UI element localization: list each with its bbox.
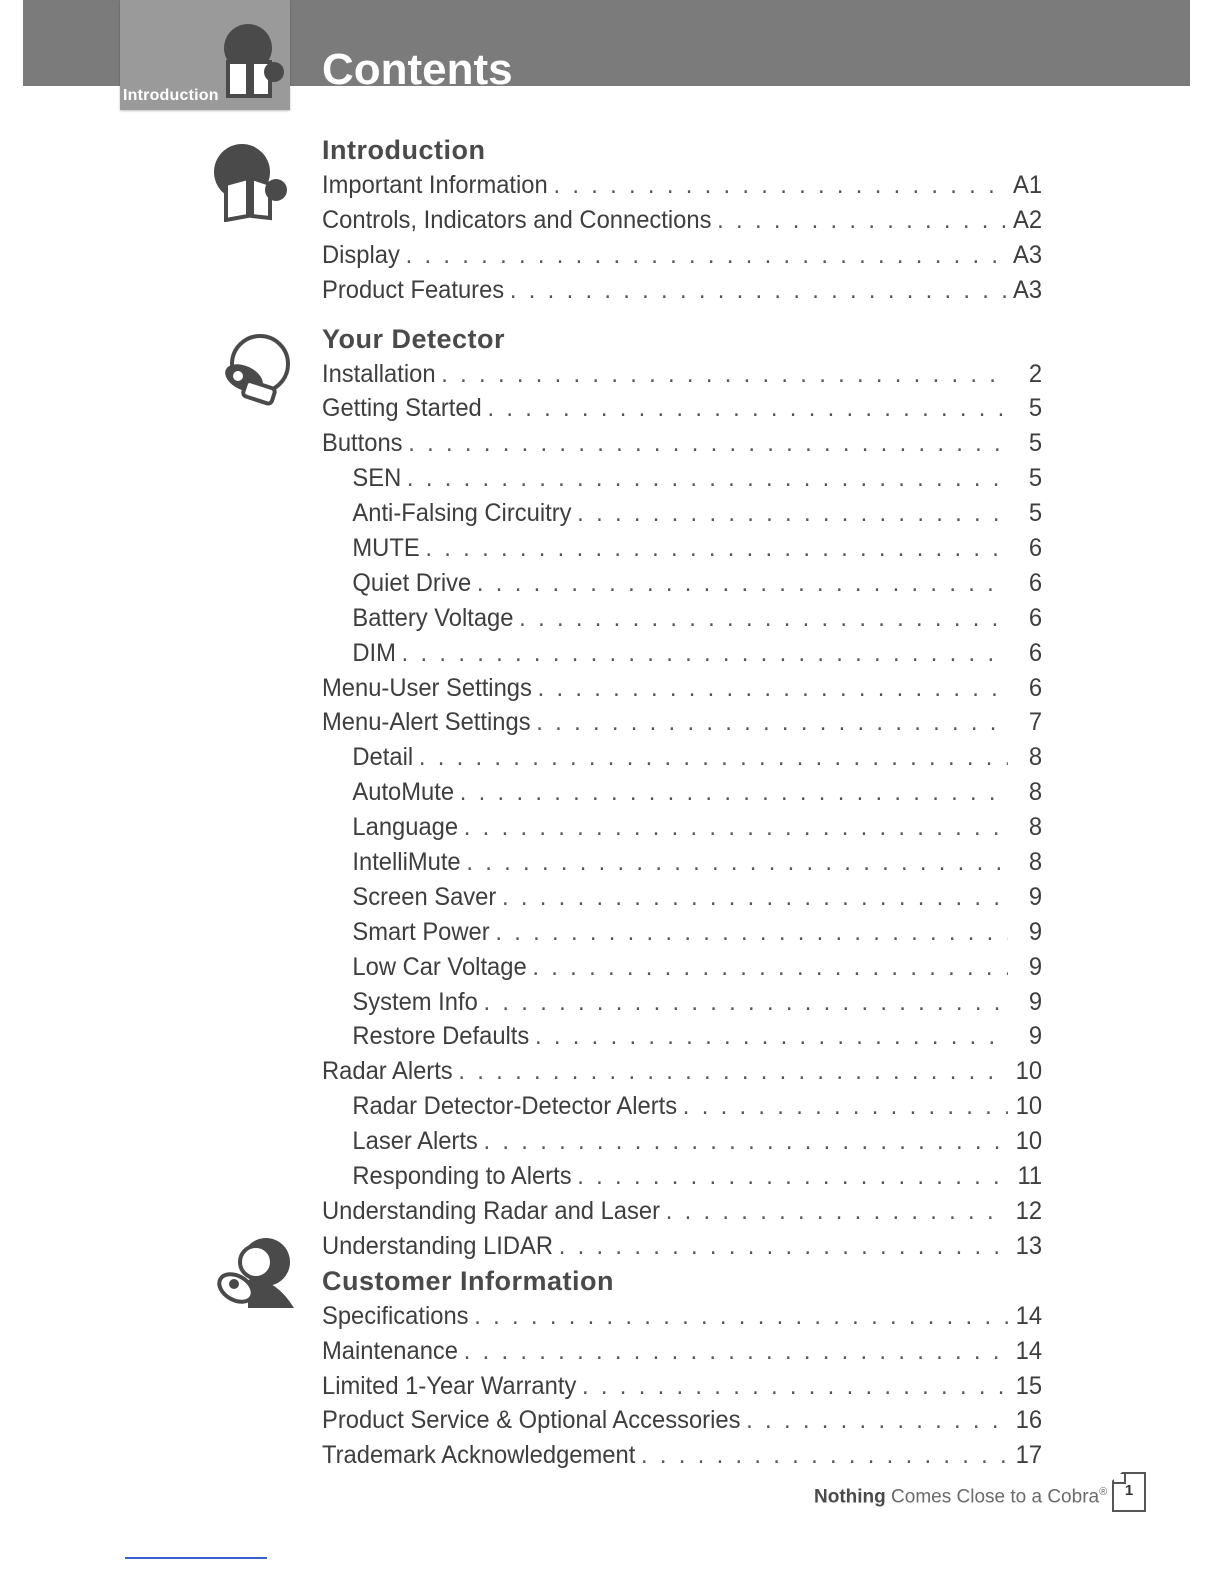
toc-entry[interactable] — [322, 775, 1042, 810]
toc-entry-page: 8 — [1028, 848, 1043, 877]
toc-entry-page: 6 — [1028, 568, 1043, 597]
dot-leader — [425, 531, 1008, 566]
toc-entry-page: 5 — [1028, 499, 1043, 528]
toc-entry-label: SEN — [352, 464, 402, 493]
toc-entry[interactable] — [322, 810, 1042, 845]
toc-entry-label: Important Information — [322, 171, 548, 199]
toc-entry-page: 9 — [1028, 1022, 1043, 1051]
dot-leader — [577, 1159, 1008, 1194]
toc-entry[interactable] — [322, 1334, 1042, 1369]
toc-entry[interactable] — [322, 1089, 1042, 1124]
toc-entry-label: Product Service & Optional Accessories — [322, 1406, 741, 1435]
toc-entry-label: Anti-Falsing Circuitry — [352, 499, 572, 528]
dot-leader — [641, 1438, 1008, 1473]
toc-entry-label: Trademark Acknowledgement — [322, 1441, 636, 1470]
dot-leader — [484, 985, 1008, 1020]
toc-entry-label: Menu-User Settings — [322, 673, 532, 702]
toc-entry-label: Specifications — [322, 1301, 469, 1330]
toc-entry-label: Installation — [322, 359, 436, 388]
dot-leader — [484, 1124, 1008, 1159]
dot-leader — [519, 601, 1008, 636]
toc-entry-page: A2 — [1013, 205, 1043, 234]
toc-entry-page: 9 — [1028, 952, 1043, 981]
toc-entry-page: 6 — [1028, 673, 1043, 702]
toc-entry-label: Maintenance — [322, 1336, 458, 1365]
toc-entry-label: Limited 1-Year Warranty — [322, 1371, 577, 1400]
dot-leader — [477, 566, 1008, 601]
dot-leader — [441, 357, 1008, 392]
tagline-bold: Nothing — [814, 1486, 886, 1508]
customer-icon — [212, 1236, 296, 1312]
toc-entry-label: System Info — [352, 987, 478, 1016]
footer-tagline — [814, 1486, 1107, 1508]
dot-leader — [538, 671, 1008, 706]
toc-entry[interactable] — [322, 950, 1042, 985]
toc-entry-page: 6 — [1028, 638, 1043, 667]
toc-entry[interactable] — [322, 985, 1042, 1020]
section-title: Customer Information — [322, 1265, 615, 1296]
toc-entry-page: 9 — [1028, 882, 1043, 911]
toc-entry-label: DIM — [352, 638, 396, 667]
toc-entry-page: 6 — [1028, 534, 1043, 563]
trademark-symbol: ® — [1099, 1486, 1108, 1498]
toc-entry-label: Getting Started — [322, 394, 482, 423]
dot-leader — [402, 636, 1008, 671]
toc-entry-page: 10 — [1015, 1127, 1043, 1156]
dot-leader — [746, 1403, 1008, 1438]
toc-entry[interactable] — [322, 1054, 1042, 1089]
dot-leader — [683, 1089, 1008, 1124]
toc-entry-label: Screen Saver — [352, 882, 497, 911]
dot-leader — [406, 238, 1008, 273]
book-icon — [222, 22, 286, 102]
toc-entry-page: 5 — [1028, 394, 1043, 423]
dot-leader — [464, 1334, 1008, 1369]
toc-entry[interactable] — [322, 1299, 1042, 1334]
dot-leader — [466, 845, 1008, 880]
toc-entry-label: AutoMute — [352, 778, 455, 807]
toc-entry[interactable] — [322, 1229, 1042, 1264]
toc-entry[interactable] — [322, 203, 1042, 238]
dot-leader — [717, 203, 1007, 238]
toc-entry[interactable] — [322, 845, 1042, 880]
toc-entry[interactable] — [322, 1369, 1042, 1404]
toc-entry-label: Restore Defaults — [352, 1022, 530, 1051]
toc-entry-label: MUTE — [352, 534, 420, 563]
toc-entry-page: 15 — [1015, 1371, 1043, 1400]
dot-leader — [407, 461, 1008, 496]
dot-leader — [460, 775, 1008, 810]
toc-entry-page: 6 — [1028, 603, 1043, 632]
dot-leader — [464, 810, 1008, 845]
toc-entry[interactable] — [322, 391, 1042, 426]
toc-entry-page: 9 — [1028, 987, 1043, 1016]
toc-entry-page: A3 — [1013, 275, 1043, 304]
toc-entry-label: Buttons — [322, 429, 403, 458]
toc-entry[interactable] — [322, 426, 1042, 461]
dot-leader — [582, 1369, 1008, 1404]
bottom-rule — [125, 1557, 267, 1559]
toc-entry-label: Controls, Indicators and Connections — [322, 205, 712, 234]
toc-entry-page: 8 — [1028, 813, 1043, 842]
section-title: Introduction — [322, 135, 486, 165]
table-of-contents — [322, 133, 1042, 1473]
toc-entry-label: Low Car Voltage — [352, 952, 527, 981]
tab-label: Introduction — [123, 87, 219, 104]
dot-leader — [666, 1194, 1008, 1229]
toc-entry-page: 13 — [1015, 1231, 1043, 1260]
toc-entry[interactable] — [322, 238, 1042, 273]
toc-entry-page: A1 — [1013, 171, 1043, 199]
toc-entry[interactable] — [322, 357, 1042, 392]
toc-entry[interactable] — [322, 740, 1042, 775]
toc-entry-page: 7 — [1028, 708, 1043, 737]
toc-entry-label: Quiet Drive — [352, 568, 472, 597]
toc-entry-page: 14 — [1015, 1336, 1043, 1365]
toc-entry-label: Radar Detector-Detector Alerts — [352, 1092, 678, 1121]
toc-entry[interactable] — [322, 1403, 1042, 1438]
toc-entry[interactable] — [322, 671, 1042, 706]
toc-entry-page: 10 — [1015, 1092, 1043, 1121]
dot-leader — [535, 1019, 1008, 1054]
toc-entry-label: Language — [352, 813, 459, 842]
toc-entry-label: Battery Voltage — [352, 603, 514, 632]
toc-entry-label: Menu-Alert Settings — [322, 708, 531, 737]
page-number: 1 — [1124, 1482, 1134, 1499]
toc-entry[interactable] — [322, 273, 1042, 308]
toc-entry[interactable] — [322, 636, 1042, 671]
toc-entry[interactable] — [322, 601, 1042, 636]
toc-entry-label: Understanding Radar and Laser — [322, 1196, 661, 1225]
toc-entry-page: 14 — [1015, 1301, 1043, 1330]
dot-leader — [495, 915, 1008, 950]
toc-entry[interactable] — [322, 1159, 1042, 1194]
toc-entry[interactable] — [322, 1194, 1042, 1229]
toc-entry[interactable] — [322, 1019, 1042, 1054]
toc-entry[interactable] — [322, 1124, 1042, 1159]
toc-entry[interactable] — [322, 880, 1042, 915]
dot-leader — [577, 496, 1008, 531]
toc-entry-label: Radar Alerts — [322, 1057, 453, 1086]
toc-entry-label: Detail — [352, 743, 414, 772]
dot-leader — [559, 1229, 1008, 1264]
toc-entry-label: Understanding LIDAR — [322, 1231, 554, 1260]
dot-leader — [502, 880, 1008, 915]
toc-entry-page: 12 — [1015, 1196, 1043, 1225]
toc-entry-page: A3 — [1013, 240, 1043, 269]
toc-entry[interactable] — [322, 566, 1042, 601]
dot-leader — [487, 391, 1007, 426]
book-icon — [212, 142, 292, 222]
toc-entry-page: 11 — [1017, 1162, 1043, 1191]
dot-leader — [532, 950, 1008, 985]
toc-entry-label: Product Features — [322, 275, 505, 304]
toc-entry-page: 16 — [1015, 1406, 1043, 1435]
detector-icon — [218, 332, 298, 412]
dot-leader — [510, 273, 1007, 308]
toc-entry[interactable] — [322, 705, 1042, 740]
page-title: Contents — [322, 45, 513, 94]
toc-entry[interactable] — [322, 915, 1042, 950]
toc-entry[interactable] — [322, 1438, 1042, 1473]
toc-entry-page: 5 — [1028, 464, 1043, 493]
dot-leader — [474, 1299, 1008, 1334]
toc-entry-label: Laser Alerts — [352, 1127, 478, 1156]
dot-leader — [458, 1054, 1008, 1089]
toc-entry-page: 10 — [1015, 1057, 1043, 1086]
toc-entry-page: 8 — [1028, 778, 1043, 807]
toc-entry-label: Display — [322, 240, 400, 269]
section-title: Your Detector — [322, 323, 506, 354]
toc-entry-label: Responding to Alerts — [352, 1162, 572, 1191]
dot-leader — [553, 168, 1007, 203]
toc-entry-label: Smart Power — [352, 917, 490, 946]
toc-entry-page: 17 — [1015, 1441, 1043, 1470]
toc-entry[interactable] — [322, 168, 1042, 203]
dot-leader — [419, 740, 1008, 775]
toc-entry-page: 9 — [1028, 917, 1043, 946]
tagline-rest: Comes Close to a Cobra — [891, 1486, 1100, 1508]
toc-entry[interactable] — [322, 531, 1042, 566]
toc-entry[interactable] — [322, 496, 1042, 531]
toc-entry-page: 5 — [1028, 429, 1043, 458]
dot-leader — [408, 426, 1008, 461]
toc-entry-page: 8 — [1028, 743, 1043, 772]
toc-entry[interactable] — [322, 461, 1042, 496]
toc-entry-page: 2 — [1028, 359, 1043, 388]
dot-leader — [536, 705, 1008, 740]
toc-entry-label: IntelliMute — [352, 848, 461, 877]
